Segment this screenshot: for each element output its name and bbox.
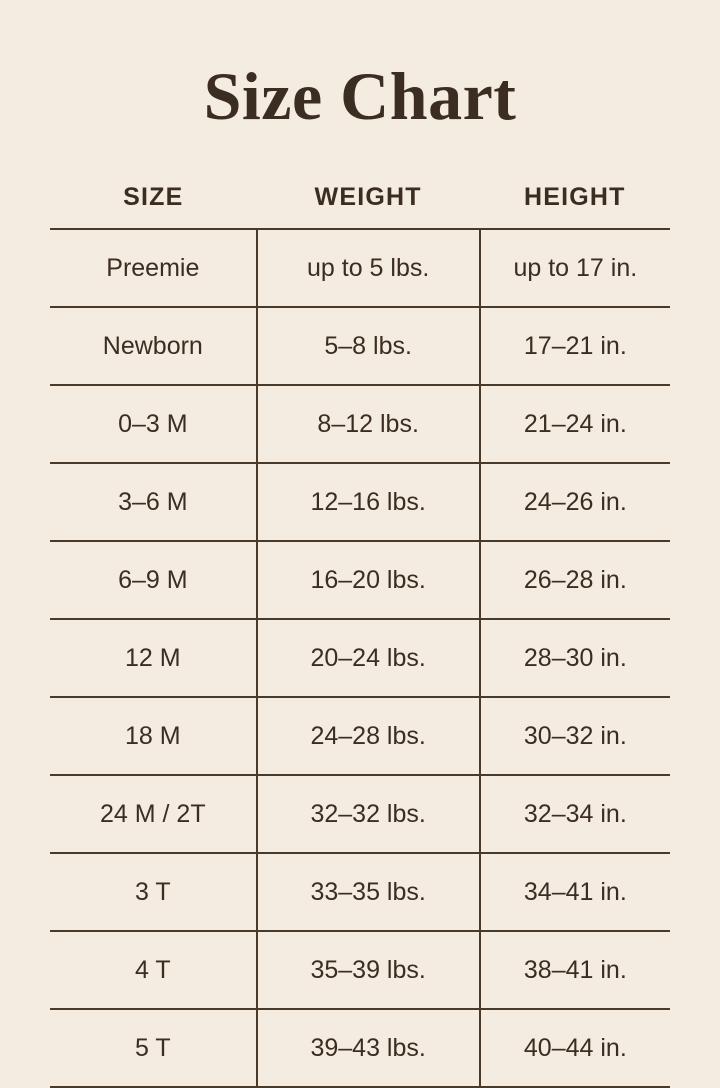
cell-height: 30–32 in. bbox=[480, 697, 670, 775]
cell-weight: 5–8 lbs. bbox=[257, 307, 480, 385]
size-chart-table bbox=[50, 182, 670, 1088]
cell-size: 12 M bbox=[50, 619, 257, 697]
cell-weight: 16–20 lbs. bbox=[257, 541, 480, 619]
cell-size: Newborn bbox=[50, 307, 257, 385]
cell-size: Preemie bbox=[50, 229, 257, 307]
cell-weight: 20–24 lbs. bbox=[257, 619, 480, 697]
cell-weight: 39–43 lbs. bbox=[257, 1009, 480, 1087]
cell-height: 21–24 in. bbox=[480, 385, 670, 463]
table-row bbox=[50, 619, 670, 697]
cell-height: 40–44 in. bbox=[480, 1009, 670, 1087]
column-header-size: SIZE bbox=[123, 183, 184, 211]
cell-height: 28–30 in. bbox=[480, 619, 670, 697]
cell-weight: up to 5 lbs. bbox=[257, 229, 480, 307]
table-row bbox=[50, 463, 670, 541]
cell-weight: 24–28 lbs. bbox=[257, 697, 480, 775]
cell-size: 3–6 M bbox=[50, 463, 257, 541]
cell-weight: 8–12 lbs. bbox=[257, 385, 480, 463]
size-chart-table-wrap bbox=[50, 182, 670, 1088]
table-row bbox=[50, 307, 670, 385]
cell-height: 24–26 in. bbox=[480, 463, 670, 541]
cell-height: 17–21 in. bbox=[480, 307, 670, 385]
table-body bbox=[50, 229, 670, 1087]
cell-size: 18 M bbox=[50, 697, 257, 775]
cell-size: 24 M / 2T bbox=[50, 775, 257, 853]
table-row bbox=[50, 1009, 670, 1087]
table-header-row bbox=[50, 182, 670, 229]
cell-size: 6–9 M bbox=[50, 541, 257, 619]
table-row bbox=[50, 931, 670, 1009]
cell-height: up to 17 in. bbox=[480, 229, 670, 307]
cell-size: 5 T bbox=[50, 1009, 257, 1087]
cell-weight: 12–16 lbs. bbox=[257, 463, 480, 541]
cell-height: 38–41 in. bbox=[480, 931, 670, 1009]
table-row bbox=[50, 385, 670, 463]
column-header-weight: WEIGHT bbox=[314, 183, 422, 211]
cell-weight: 33–35 lbs. bbox=[257, 853, 480, 931]
cell-weight: 35–39 lbs. bbox=[257, 931, 480, 1009]
column-header-height: HEIGHT bbox=[524, 183, 626, 211]
table-row bbox=[50, 697, 670, 775]
cell-height: 26–28 in. bbox=[480, 541, 670, 619]
cell-height: 32–34 in. bbox=[480, 775, 670, 853]
table-row bbox=[50, 229, 670, 307]
table-row bbox=[50, 853, 670, 931]
cell-size: 4 T bbox=[50, 931, 257, 1009]
cell-height: 34–41 in. bbox=[480, 853, 670, 931]
table-row bbox=[50, 541, 670, 619]
cell-size: 0–3 M bbox=[50, 385, 257, 463]
table-row bbox=[50, 775, 670, 853]
cell-size: 3 T bbox=[50, 853, 257, 931]
cell-weight: 32–32 lbs. bbox=[257, 775, 480, 853]
table-header bbox=[50, 182, 670, 229]
page-title: Size Chart bbox=[203, 58, 517, 134]
